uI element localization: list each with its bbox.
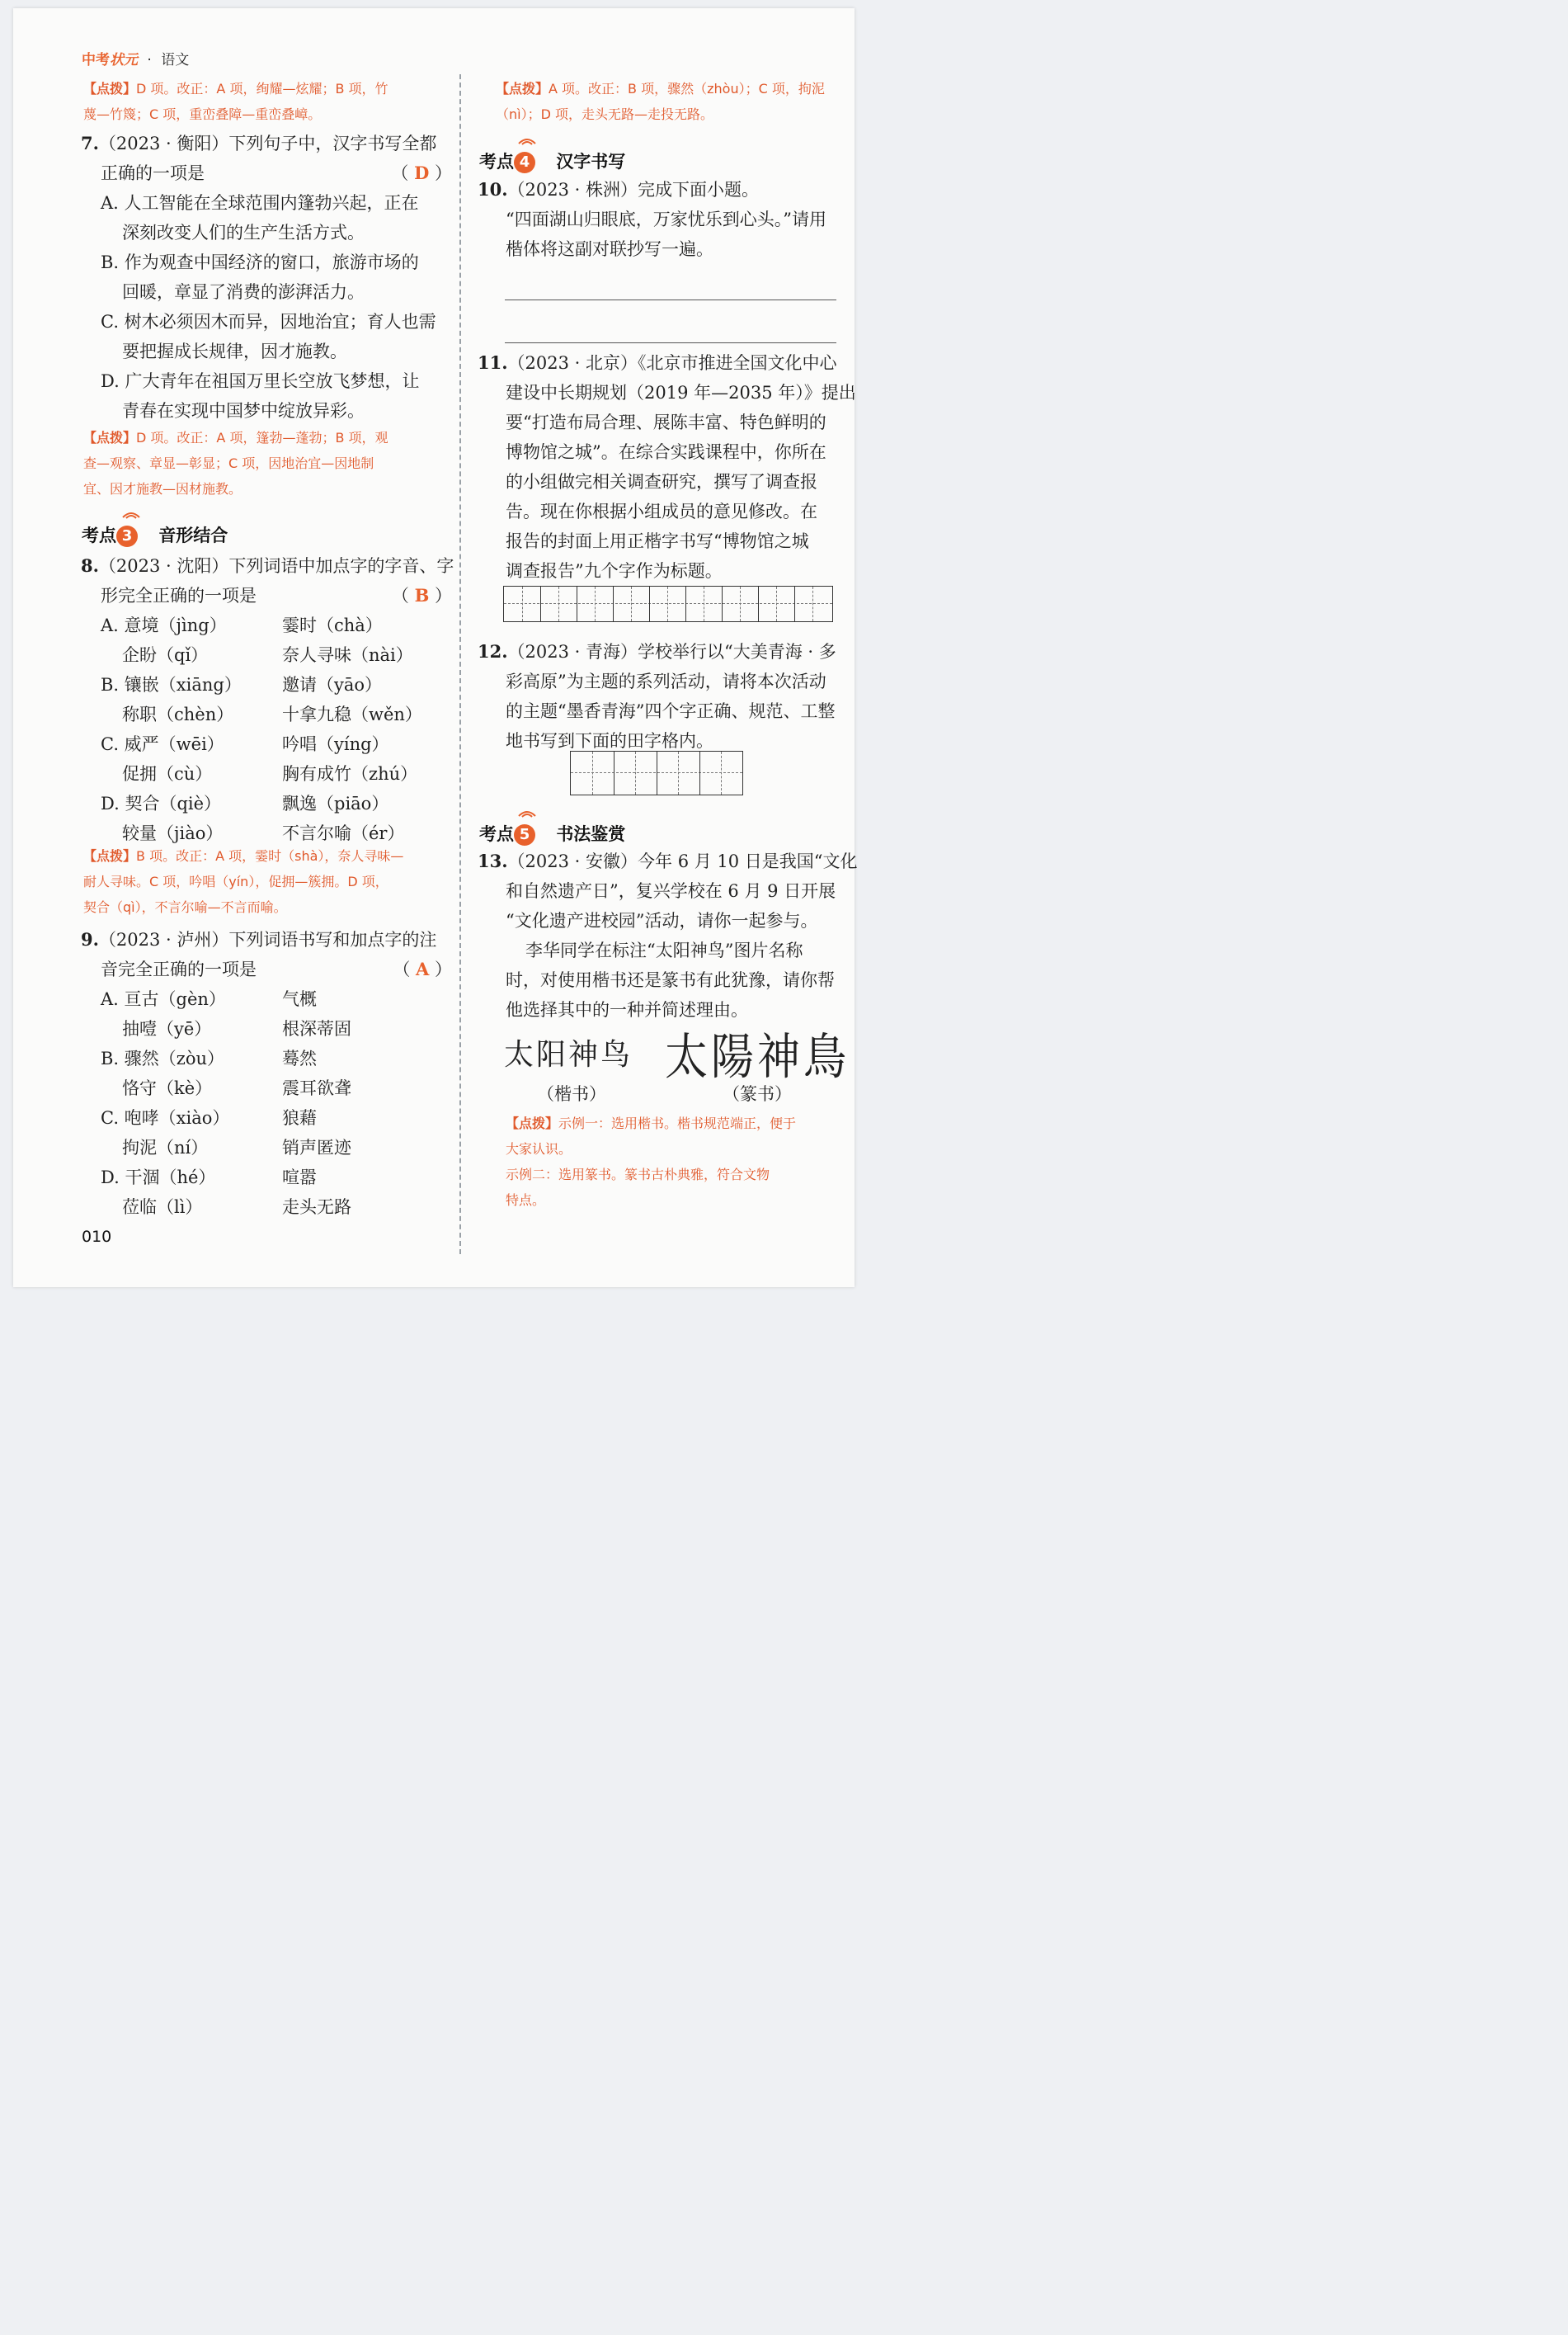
- page-number: 010: [82, 1228, 112, 1246]
- tip-q9: 【点拨】A 项。改正：B 项，骤然（zhòu）；C 项，拘泥 （nì）；D 项，走头无路—走投无路。: [496, 81, 825, 122]
- question-12: 12.（2023 · 青海）学校举行以“大美青海 · 多 彩高原”为主题的系列活动，请将本次活动 的主题“墨香青海”四个字正确、规范、工整 地书写到下面的田字格内。: [478, 641, 836, 751]
- option-b: B. 作为观查中国经济的窗口，旅游市场的: [101, 252, 419, 272]
- tip-q7: 【点拨】D 项。改正：A 项，篷勃—蓬勃；B 项，观 查—观察、章显—彰显；C 项，因地治宜—因地制 宜、因才施教—因材施教。: [83, 430, 388, 497]
- writing-grid-9[interactable]: [503, 586, 833, 622]
- column-divider: [459, 74, 461, 1254]
- signal-icon: [516, 134, 538, 145]
- header-separator: ·: [147, 52, 152, 68]
- section-header-3: 考点 3 音形结合: [82, 526, 228, 545]
- workbook-page: [13, 8, 858, 1287]
- signal-icon: [516, 806, 538, 818]
- question-11: 11.（2023 · 北京）《北京市推进全国文化中心 建设中长期规划（2019 年—2035 年）》提出 要“打造布局合理、展陈丰富、特色鲜明的 博物馆之城”。在综合实践课程中，你所在 的小组做完相关调查研究，撰写了调查报 告。现在你根据小组成员的意见修改。在 报告的封面上用正楷字书写“博物馆之城 调查报告”九个字作为标题。: [478, 352, 856, 581]
- question-13: 13.（2023 · 安徽）今年 6 月 10 日是我国“文化 和自然遗产日”，复兴学校在 6 月 9 日开展 “文化遗产进校园”活动，请你一起参与。 李华同学在标注“太阳神鸟”图片名称 时，对使用楷书还是篆书有此犹豫，请你帮 他选择其中的一种并简述理由。: [478, 851, 858, 1020]
- section-number-badge: 3: [116, 526, 138, 547]
- question-9: 9.（2023 · 泸州）下列词语书写和加点字的注 音完全正确的一项是 （ A ）: [81, 925, 452, 984]
- question-10: 10.（2023 · 株洲）完成下面小题。 “四面湖山归眼底，万家忧乐到心头。”请用 楷体将这副对联抄写一遍。: [478, 179, 826, 259]
- brand-logo: 中考状元: [82, 52, 138, 68]
- section-header-5: 考点 5 书法鉴赏: [479, 824, 626, 844]
- answer-bracket-7: （ D ）: [391, 163, 452, 183]
- option-a: A. 人工智能在全球范围内篷勃兴起，正在: [101, 193, 419, 213]
- question-8: 8.（2023 · 沈阳）下列词语中加点字的字音、字 形完全正确的一项是 （ B ）: [81, 551, 452, 611]
- question-7: 7.（2023 · 衡阳）下列句子中，汉字书写全都 正确的一项是 （ D ） A. 人工智能在全球范围内篷勃兴起，正在 深刻改变人们的生产生活方式。 B. 作为观查中国经济的窗口，旅游市场的 回暖，章显了消费的澎湃活力。 C. 树木必须因木而异，因地治宜；育人也需 要把握成长规律，因才施教。 D. 广大青年在祖国万里长空放飞梦想，让 青春在实现中国梦中绽放异彩。: [81, 133, 452, 421]
- tip-q6: 【点拨】D 项。改正：A 项，绚耀—炫耀；B 项，竹 蔑—竹篾；C 项，重峦叠障—重峦叠嶂。: [83, 81, 388, 122]
- answer-bracket-8: （ B ）: [391, 585, 452, 606]
- kaishu-caption: （楷书）: [537, 1084, 606, 1104]
- section-header-4: 考点 4 汉字书写: [479, 152, 626, 172]
- option-d: D. 广大青年在祖国万里长空放飞梦想，让: [101, 371, 420, 391]
- answer-bracket-9: （ A ）: [393, 959, 452, 979]
- option-c: C. 树木必须因木而异，因地治宜；育人也需: [101, 312, 436, 332]
- tip-q8: 【点拨】B 项。改正：A 项，霎时（shà），奈人寻味— 耐人寻味。C 项，吟唱（yín），促拥—簇拥。D 项， 契合（qì），不言尔喻—不言而喻。: [83, 848, 404, 915]
- answer-line-2[interactable]: [505, 342, 836, 343]
- q8-options: A. 意境（jìng） 霎时（chà） 企盼（qǐ） 奈人寻味（nài） B. 镶嵌（xiāng） 邀请（yāo） 称职（chèn） 十拿九稳（wěn） C. 威严（wēi） 吟唱（yíng） 促拥（cù） 胸有成竹（zhú） D. 契合（qiè） 飘逸（piāo） 较量（jiào） 不言尔喻（ér）: [101, 616, 422, 843]
- page-header: [82, 48, 189, 68]
- kaishu-sample: 太阳神鸟: [504, 1038, 633, 1072]
- tip-q13: 【点拨】示例一：选用楷书。楷书规范端正，便于 大家认识。 示例二：选用篆书。篆书古朴典雅，符合文物 特点。: [506, 1116, 797, 1208]
- header-subject: 语文: [161, 52, 190, 68]
- tian-grid-4[interactable]: [570, 751, 743, 795]
- signal-icon: [120, 507, 142, 519]
- section-number-badge: 5: [514, 824, 535, 846]
- zhuanshu-caption: （篆书）: [723, 1084, 792, 1104]
- section-number-badge: 4: [514, 152, 535, 173]
- q9-options: A. 亘古（gèn） 气概 抽噎（yē） 根深蒂固 B. 骤然（zòu） 蓦然 恪守（kè） 震耳欲聋 C. 咆哮（xiào） 狼藉 拘泥（ní） 销声匿迹 D. 干涸（hé） 喧嚣 莅临（lì） 走头无路: [101, 989, 351, 1217]
- zhuanshu-sample: 太陽神鳥: [665, 1029, 850, 1087]
